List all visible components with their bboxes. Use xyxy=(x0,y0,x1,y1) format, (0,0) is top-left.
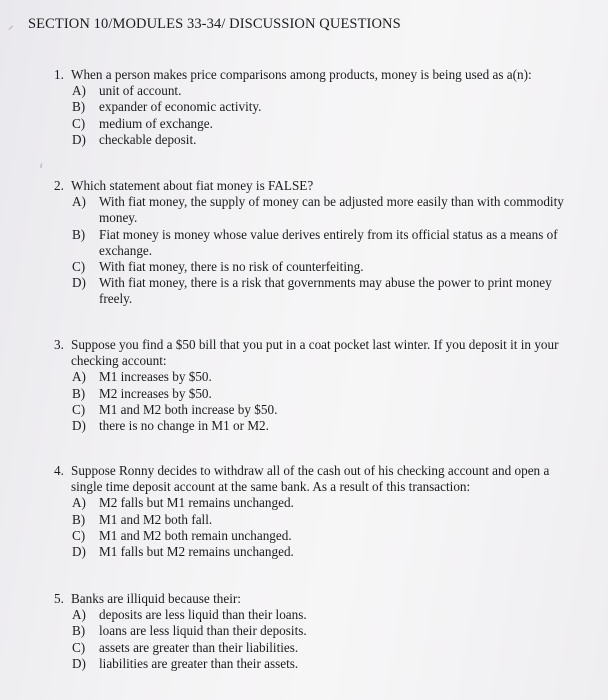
question-text: Which statement about fiat money is FALSE? xyxy=(71,178,314,193)
option-letter: B) xyxy=(72,226,86,242)
option-text: there is no change in M1 or M2. xyxy=(99,418,269,434)
option-text: M1 falls but M2 remains unchanged. xyxy=(99,544,294,560)
option-a xyxy=(72,607,584,623)
option-a xyxy=(72,369,584,385)
question-text: Suppose Ronny decides to withdraw all of the cash out of his checking account and open a single time deposit account at the same bank. As a result of this transaction: xyxy=(71,463,550,495)
option-b xyxy=(72,227,584,259)
option-letter: C) xyxy=(72,115,86,131)
option-letter: B) xyxy=(72,623,86,639)
option-letter: A) xyxy=(72,369,86,385)
question-number: 1. xyxy=(54,67,64,82)
option-c xyxy=(72,528,584,544)
question-4 xyxy=(54,463,584,560)
option-b xyxy=(72,623,584,639)
option-d xyxy=(72,275,584,307)
option-text: checkable deposit. xyxy=(99,131,197,147)
option-text: M2 increases by $50. xyxy=(99,385,212,401)
option-text: expander of economic activity. xyxy=(99,99,262,115)
option-letter: D) xyxy=(72,418,86,434)
question-text: Suppose you find a $50 bill that you put in a coat pocket last winter. If you deposit it in your checking account: xyxy=(71,337,559,369)
pen-mark-icon: ⸝ xyxy=(8,20,14,32)
question-number: 5. xyxy=(54,591,64,606)
option-text: unit of account. xyxy=(99,83,182,99)
question-2 xyxy=(54,178,584,308)
option-text: M2 falls but M1 remains unchanged. xyxy=(99,495,294,511)
option-text: liabilities are greater than their assets. xyxy=(99,655,299,671)
option-text: M1 and M2 both remain unchanged. xyxy=(99,527,292,543)
option-letter: B) xyxy=(72,385,86,401)
option-letter: B) xyxy=(72,99,86,115)
option-b xyxy=(72,512,584,528)
option-a xyxy=(72,194,584,226)
option-text: assets are greater than their liabilities. xyxy=(99,639,299,655)
option-d xyxy=(72,656,584,672)
section-title: SECTION 10/MODULES 33-34/ DISCUSSION QUESTIONS xyxy=(28,16,401,32)
option-letter: A) xyxy=(72,194,86,210)
option-letter: D) xyxy=(72,655,86,671)
option-letter: C) xyxy=(72,527,86,543)
question-3 xyxy=(54,337,584,434)
question-number: 2. xyxy=(54,178,64,193)
option-text: With fiat money, there is a risk that governments may abuse the power to print money freely. xyxy=(99,275,552,307)
option-c xyxy=(72,402,584,418)
option-letter: A) xyxy=(72,495,86,511)
option-text: M1 and M2 both fall. xyxy=(99,511,213,527)
question-text: Banks are illiquid because their: xyxy=(71,591,241,606)
option-letter: A) xyxy=(72,607,86,623)
option-letter: A) xyxy=(72,83,86,99)
option-text: deposits are less liquid than their loans. xyxy=(99,607,307,623)
option-d xyxy=(72,418,584,434)
option-letter: C) xyxy=(72,639,86,655)
option-letter: C) xyxy=(72,401,86,417)
option-letter: C) xyxy=(72,259,86,275)
option-c xyxy=(72,640,584,656)
option-a xyxy=(72,495,584,511)
question-number: 3. xyxy=(54,337,64,352)
option-text: loans are less liquid than their deposits. xyxy=(99,623,307,639)
option-text: With fiat money, there is no risk of counterfeiting. xyxy=(99,259,364,275)
option-letter: D) xyxy=(72,275,86,291)
pen-mark-icon: ᶠ xyxy=(40,162,43,174)
option-b xyxy=(72,386,584,402)
option-text: With fiat money, the supply of money can be adjusted more easily than with commodity money. xyxy=(99,194,564,226)
question-5 xyxy=(54,591,584,672)
option-text: M1 and M2 both increase by $50. xyxy=(99,401,278,417)
option-c xyxy=(72,259,584,275)
option-text: medium of exchange. xyxy=(99,115,213,131)
option-d xyxy=(72,544,584,560)
option-c xyxy=(72,116,584,132)
option-letter: B) xyxy=(72,511,86,527)
option-a xyxy=(72,83,584,99)
question-number: 4. xyxy=(54,463,64,478)
option-letter: D) xyxy=(72,131,86,147)
option-text: M1 increases by $50. xyxy=(99,369,212,385)
option-text: Fiat money is money whose value derives entirely from its official status as a means of exchange. xyxy=(99,226,558,258)
option-d xyxy=(72,132,584,148)
option-letter: D) xyxy=(72,544,86,560)
option-b xyxy=(72,99,584,115)
question-text: When a person makes price comparisons among products, money is being used as a(n): xyxy=(71,67,532,82)
question-1 xyxy=(54,67,584,148)
